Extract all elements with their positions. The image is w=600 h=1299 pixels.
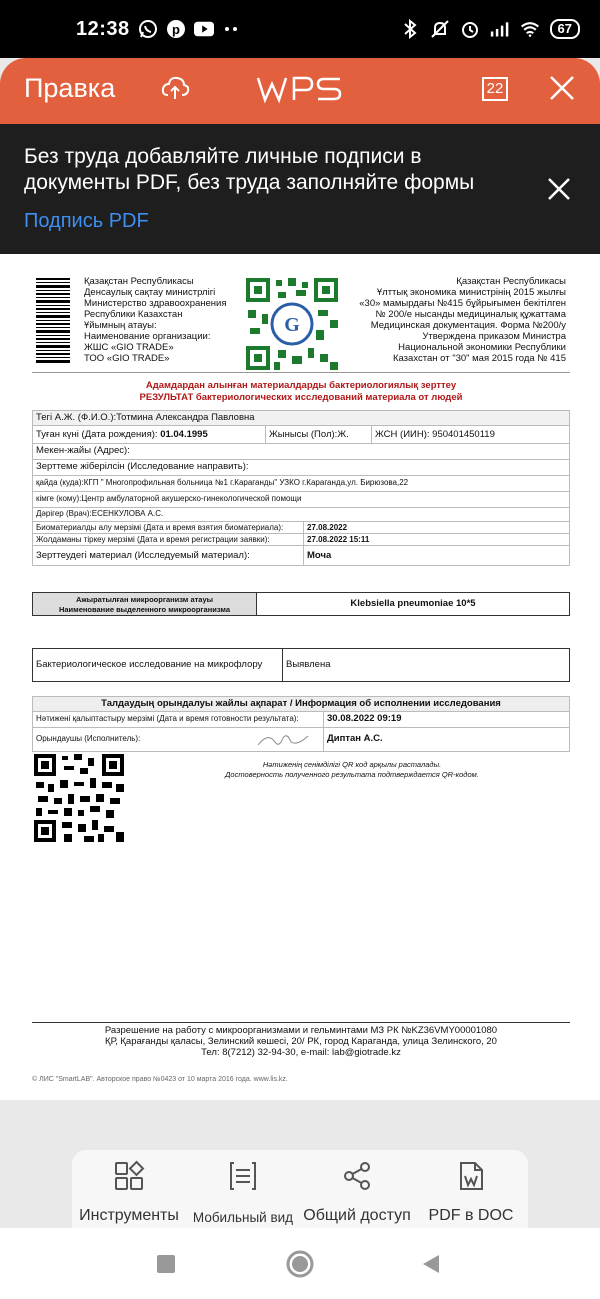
document-page: [32, 270, 570, 1083]
alarm-icon: [460, 19, 480, 39]
edit-button[interactable]: Правка: [24, 73, 116, 103]
address-row: Мекен-жайы (Адрес):: [32, 444, 570, 460]
pdf-to-doc-label: PDF в DOC: [428, 1207, 514, 1224]
share-icon: [341, 1160, 373, 1197]
app-bar: [0, 58, 600, 124]
page-count-button[interactable]: 22: [482, 77, 508, 101]
pdf-to-doc-icon: [455, 1160, 487, 1197]
sampling-row: Биоматериалды алу мерзімі (Дата и время взятия биоматериала): 27.08.2022: [32, 522, 570, 534]
navigation-bar: [0, 1228, 600, 1299]
home-icon[interactable]: [285, 1249, 315, 1284]
document-header: [32, 270, 570, 373]
banner-close-icon[interactable]: [546, 176, 572, 207]
youtube-icon: [194, 19, 214, 39]
promo-text: Без труда добавляйте личные подписи в документы PDF, без труда заполняйте формы: [24, 145, 475, 194]
barcode-image: [34, 276, 72, 366]
ready-date-row: Нәтижені қалыптастыру мерзімі (Дата и время готовности результата): 30.08.2022 09:19: [32, 712, 570, 728]
pinterest-icon: [166, 19, 186, 39]
wifi-icon: [520, 19, 540, 39]
wps-logo: [256, 74, 344, 109]
whatsapp-icon: [138, 19, 158, 39]
registration-row: Жолдаманы тіркеу мерзімі (Дата и время регистрации заявки): 27.08.2022 15:11: [32, 534, 570, 546]
svg-text:p: p: [171, 22, 180, 37]
document-title: Адамдардан алынған материалдарды бактериологиялық зерттеу РЕЗУЛЬТАТ бактериологических исследований материала от людей: [139, 380, 463, 403]
tools-label: Инструменты: [79, 1207, 179, 1224]
sender-row: Зерттеме жіберілсін (Исследование направить):: [32, 460, 570, 476]
qr-code-logo: [244, 276, 340, 372]
document-footer: Разрешение на работу с микроорганизмами и гельминтами МЗ РК №KZ36VMY00001080 ҚР, Қарағанды қаласы, Зелинский көшесі, 20/ РК, город Караганда, улица Зелинского, 20 Тел: 8(7212) 32-94-30, e-mail: lab@giotrade.kz: [32, 1022, 570, 1058]
svg-text:G: G: [284, 314, 300, 336]
doctor-row: Дәрігер (Врач):ЕСЕНКУЛОВА А.С.: [32, 508, 570, 522]
cloud-upload-icon[interactable]: [160, 73, 190, 108]
battery-indicator: 67: [550, 19, 580, 39]
mobile-view-button[interactable]: [186, 1150, 300, 1230]
pdf-to-doc-button[interactable]: [414, 1150, 528, 1230]
more-notifications-icon: [222, 19, 242, 39]
microorganism-header: Ажыратылған микроорганизм атауы Наименование выделенного микроорганизма: [33, 593, 257, 615]
bacteriology-label: Бактериологическое исследование на микрофлору: [33, 649, 283, 681]
close-icon[interactable]: [548, 74, 576, 107]
signal-icon: [490, 19, 510, 39]
whom-row: кімге (кому):Центр амбулаторной акушерско-гинекологической помощи: [32, 492, 570, 508]
header-left: Қазақстан Республикасы Денсаулық сақтау министрлігі Министерство здравоохранения Республики Казахстан Ұйымның атауы: Наименование организации: ЖШС «GIO TRADE» ТОО «GIO TRADE»: [84, 276, 227, 364]
document-viewer[interactable]: [0, 254, 600, 1100]
bottom-toolbar: [72, 1150, 528, 1230]
where-row: қайда (куда):КГП " Многопрофильная больница №1 г.Караганды" УЗКО г.Караганда,ул. Бирюзова,22: [32, 476, 570, 492]
copyright-text: © ЛИС "SmartLAB". Авторское право №0423 от 10 марта 2016 года. www.lis.kz.: [32, 1076, 288, 1083]
mobile-view-label: Мобильный вид: [192, 1210, 294, 1225]
bluetooth-icon: [400, 19, 420, 39]
material-row: Зерттеудегі материал (Исследуемый материал): Моча: [32, 546, 570, 566]
execution-info: [32, 696, 570, 752]
patient-name-row: Тегі А.Ж. (Ф.И.О.):Тотмина Александра Павловна: [32, 410, 570, 426]
microorganism-table: [32, 592, 570, 616]
microorganism-value: Klebsiella pneumoniae 10*5: [350, 598, 476, 609]
recent-apps-icon[interactable]: [157, 1255, 175, 1278]
execution-info-header: Талдаудың орындалуы жайлы ақпарат / Информация об исполнении исследования: [32, 696, 570, 712]
share-button[interactable]: [300, 1150, 414, 1230]
signature-image: [253, 730, 313, 759]
mobile-view-icon: [227, 1160, 259, 1197]
mute-icon: [430, 19, 450, 39]
patient-details-row: Туған күні (Дата рождения): 01.04.1995 Жынысы (Пол):Ж. ЖСН (ИИН): 950401450119: [32, 426, 570, 444]
executor-row: Орындаушы (Исполнитель): Диптан А.С.: [32, 728, 570, 752]
verification-text: Нәтиженің сенімділігі QR код арқылы расталады. Достоверность полученного результата подтверждается QR-кодом.: [225, 760, 479, 779]
promo-banner: [0, 124, 600, 254]
share-label: Общий доступ: [303, 1207, 411, 1224]
status-bar: [0, 0, 600, 58]
bacteriology-value: Выявлена: [286, 659, 331, 670]
back-icon[interactable]: [421, 1253, 441, 1280]
tools-button[interactable]: [72, 1150, 186, 1230]
header-right: Қазақстан Республикасы Ұлттық экономика министрінің 2015 жылғы «30» мамырдағы №415 бұйрығымен бекітілген № 200/е нысанды медициналық құжаттама Медицинская документация. Форма №200/у Утверждена приказом Министра Национальной экономики Республики Казахстан от "30" мая 2015 года № 415: [359, 276, 566, 364]
tools-icon: [113, 1160, 145, 1197]
status-time: 12:38: [76, 17, 130, 40]
pdf-signature-link[interactable]: Подпись PDF: [24, 210, 149, 232]
bacteriology-result: [32, 648, 570, 682]
verification-qr-code: [34, 754, 124, 842]
